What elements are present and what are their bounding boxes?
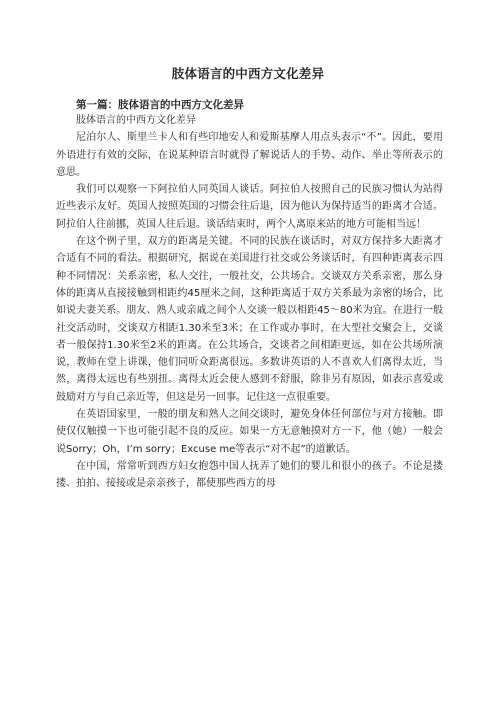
- paragraph: 在中国，常常听到西方妇女抱怨中国人抚弄了她们的婴儿和很小的孩子。不论是搂搂、拍拍、接接或是亲亲孩子，都使那些西方的母: [56, 460, 443, 490]
- paragraph: 尼泊尔人、斯里兰卡人和有些印地安人和爱斯基摩人用点头表示“不”。因此，要用外语进行有效的交际，在说某种语言时就得了解说话人的手势、动作、举止等所表示的意思。: [56, 132, 443, 178]
- document-title: 肢体语言的中西方文化差异: [171, 66, 325, 81]
- paragraph: 在这个例子里，双方的距离是关键。不同的民族在谈话时，对双方保持多大距离才合适有不同的看法。根据研究，据说在美国进行社交或公务谈话时，有四种距离表示四种不同情况：关系亲密，私人交往，一般社交，公共场合。交谈双方关系亲密，那么身体的距离从直接接触到相距约45厘米之间，这种距离适于双方关系最为亲密的场合，比如说夫妻关系。朋友、熟人或亲戚之间个人交谈一般以相距45～80米为宜。在进行一般社交活动时，交谈双方相距1.30米至3米；在工作或办事时，在大型社交聚会上，交谈者一般保持1.30米至2米的距离。在公共场合，交谈者之间相距更远，如在公共场所演说，教师在堂上讲课，他们同听众距离很远。多数讲英语的人不喜欢人们离得太近，当然，离得太远也有些别扭。离得太近会使人感到不舒服，除非另有原因，如表示喜爱或鼓励对方与自己亲近等，但这是另一回事。记住这一点很重要。: [56, 236, 443, 403]
- paragraph: 我们可以观察一下阿拉伯人同英国人谈话。阿拉伯人按照自己的民族习惯认为站得近些表示友好。英国人按照英国的习惯会往后退，因为他认为保持适当的距离才合适。阿拉伯人往前挪，英国人往后退。谈话结束时，两个人离原来站的地方可能相当远！: [56, 184, 443, 230]
- document-body: [56, 112, 443, 493]
- paragraph: 在英语国家里，一般的朋友和熟人之间交谈时，避免身体任何部位与对方接触。即使仅仅触摸一下也可能引起不良的反应。如果一方无意触摸对方一下，他（她）一般会说Sorry；Oh，I’m sorry；Excuse me等表示“对不起”的道歉话。: [56, 409, 443, 455]
- paragraph: 肢体语言的中西方文化差异: [76, 115, 196, 126]
- section-heading: 第一篇：肢体语言的中西方文化差异: [76, 99, 244, 111]
